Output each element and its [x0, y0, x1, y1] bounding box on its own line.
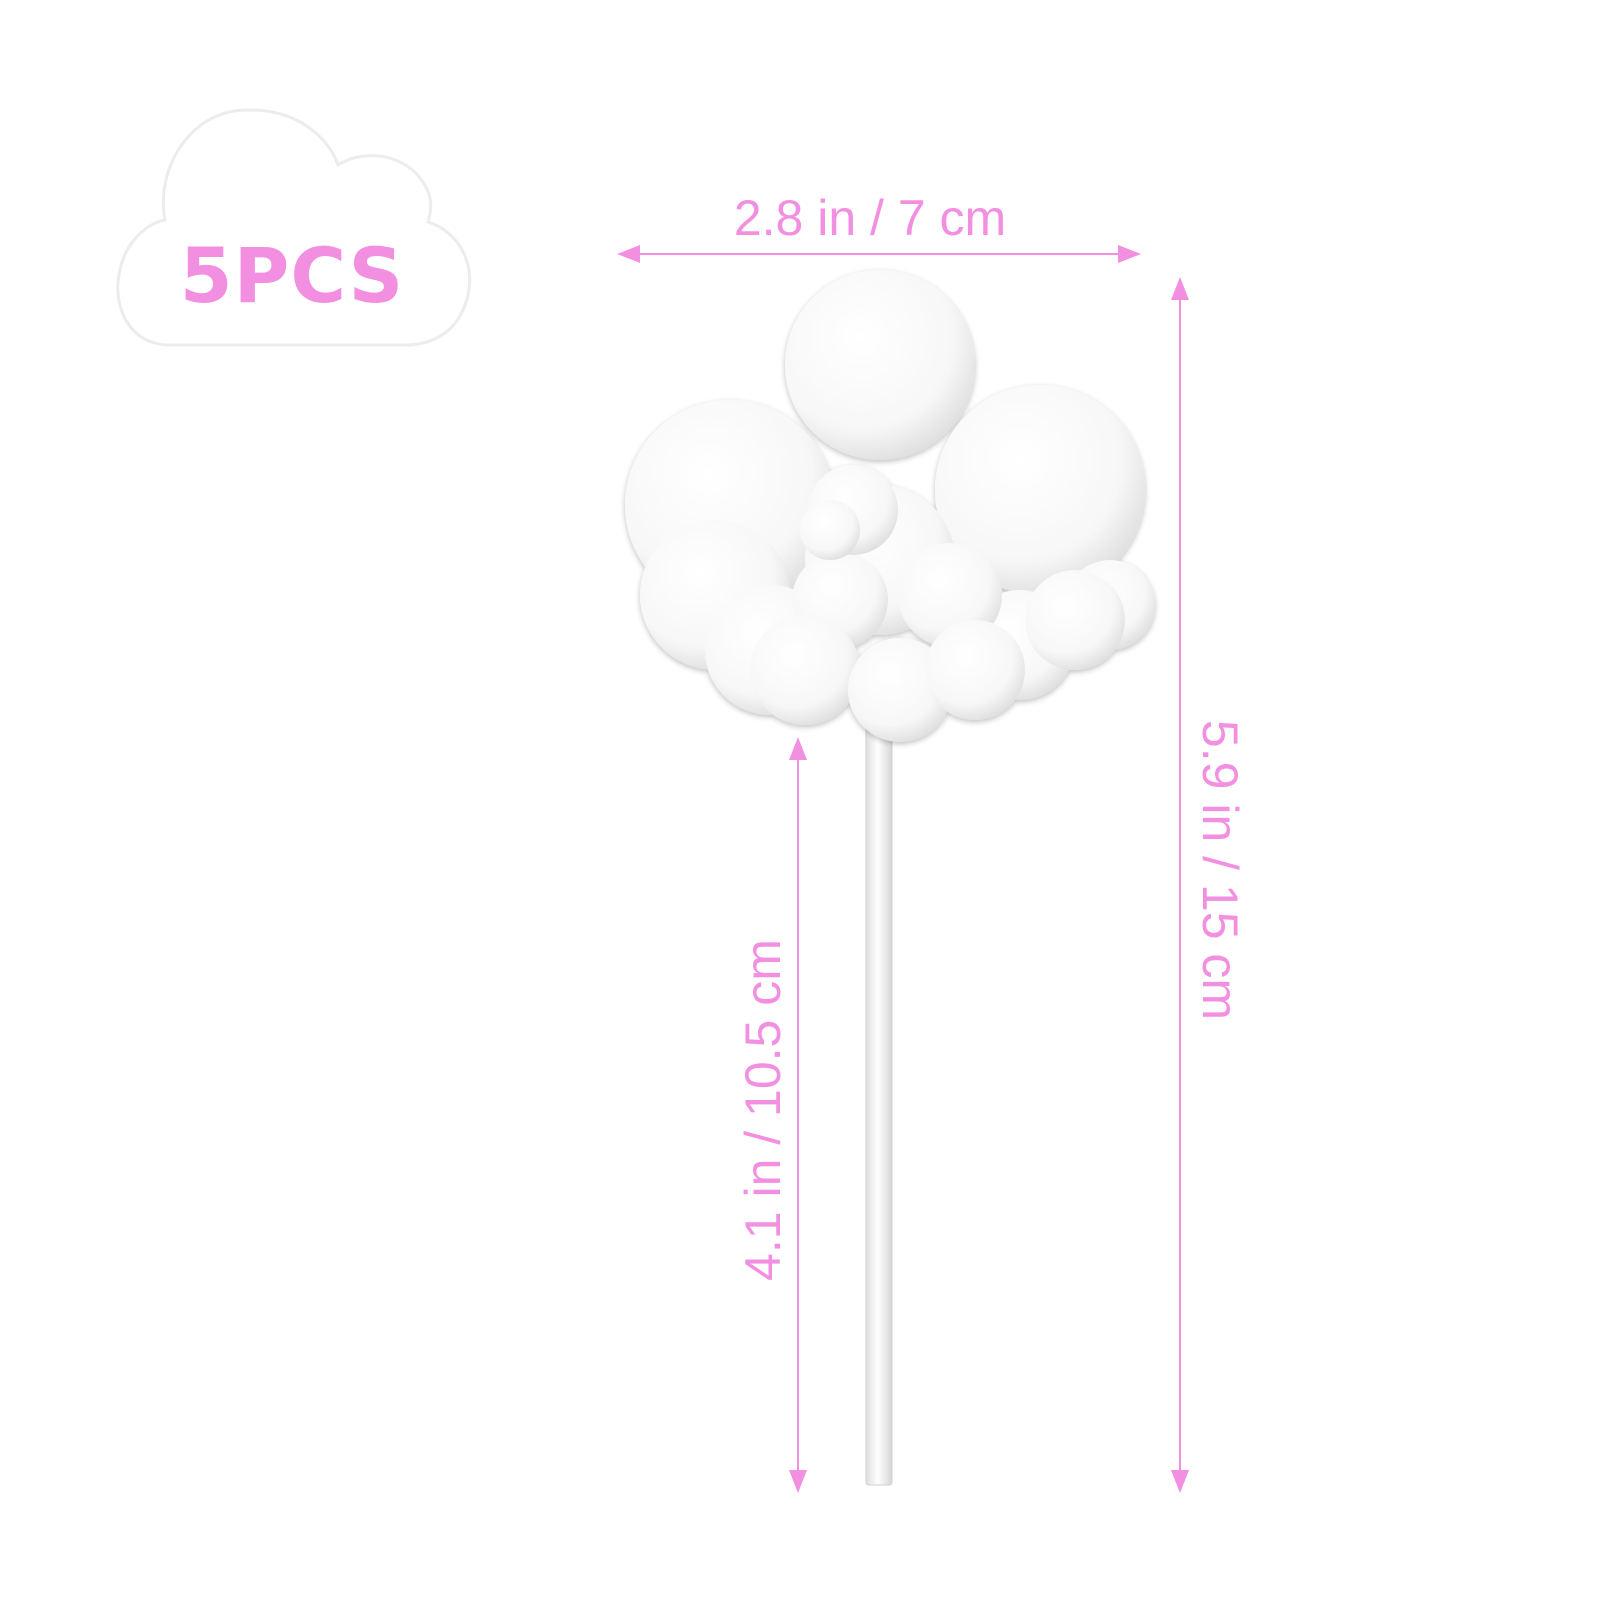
pieces-count-label: 5PCS [179, 231, 405, 320]
width-dimension-label: 2.8 in / 7 cm [733, 190, 1007, 246]
stick-length-arrow [789, 737, 807, 1493]
total-height-dimension-label: 5.9 in / 15 cm [1192, 719, 1248, 1021]
stick [866, 700, 892, 1485]
stick-length-dimension-label: 4.1 in / 10.5 cm [735, 939, 791, 1281]
total-height-arrow [1171, 277, 1189, 1493]
width-arrow [617, 245, 1141, 263]
cloud-pompom-topper-icon [625, 270, 1155, 742]
